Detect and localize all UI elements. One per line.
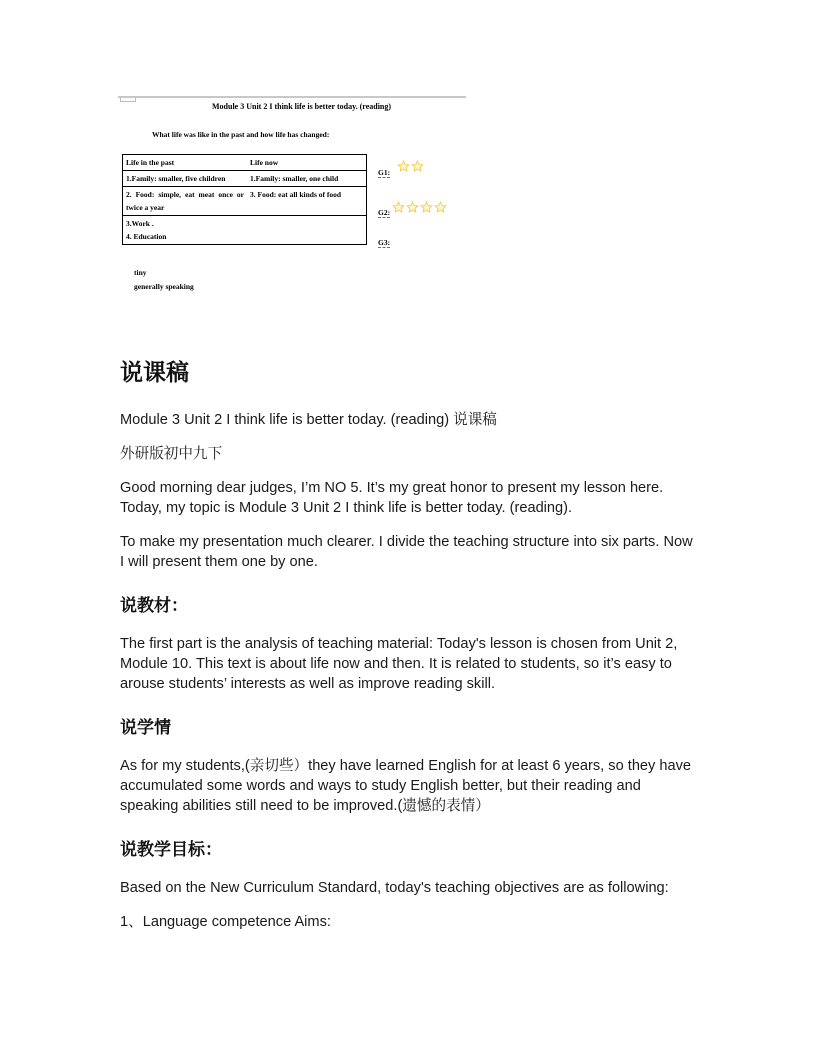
document-body <box>120 356 700 946</box>
board-title: Module 3 Unit 2 I think life is better today. (reading) <box>212 102 392 111</box>
table-header-row <box>123 155 367 171</box>
section-heading-objectives: 说教学目标： <box>120 840 222 860</box>
comparison-table <box>122 154 367 245</box>
image-top-border <box>118 96 466 98</box>
edition-line: 外研版初中九下 <box>120 446 223 462</box>
cell-past-food: 2. Food: simple, eat meat once or twice a year <box>123 187 248 216</box>
table-row <box>123 216 367 245</box>
section-heading-material: 说教材： <box>120 596 188 616</box>
group-stars-g2 <box>392 201 447 214</box>
star-icon <box>411 160 424 173</box>
page-title: 说课稿 <box>120 360 189 386</box>
cell-now-food: 3. Food: eat all kinds of food <box>247 187 367 216</box>
star-icon <box>392 201 405 214</box>
section-text-material: The first part is the analysis of teaching material: Today's lesson is chosen from Unit 2, Module 10. This text is about life now and then. It is related to students, so it’s easy to arouse students’ interests as well as improve reading skill. <box>120 636 678 692</box>
image-corner-mark <box>120 98 136 102</box>
star-icon <box>434 201 447 214</box>
cell-work-education: 3.Work . 4. Education <box>123 216 367 245</box>
lesson-subtitle: Module 3 Unit 2 I think life is better today. (reading) 说课稿 <box>120 412 497 428</box>
star-icon <box>406 201 419 214</box>
group-label-g3: G3: <box>378 238 391 247</box>
note-tiny: tiny <box>134 268 147 277</box>
group-label-g1: G1: <box>378 168 391 177</box>
header-life-past: Life in the past <box>123 155 248 171</box>
note-generally-speaking: generally speaking <box>134 282 194 291</box>
star-icon <box>420 201 433 214</box>
intro-paragraph-1: Good morning dear judges, I’m NO 5. It’s my great honor to present my lesson here. Today, my topic is Module 3 Unit 2 I think life is better today. (reading). <box>120 480 664 516</box>
board-design-image <box>118 94 468 294</box>
board-notes <box>134 266 194 294</box>
table-row <box>123 187 367 216</box>
section-heading-students: 说学情 <box>120 718 171 738</box>
header-life-now: Life now <box>247 155 367 171</box>
table-row <box>123 171 367 187</box>
cell-past-family: 1.Family: smaller, five children <box>123 171 248 187</box>
star-icon <box>397 160 410 173</box>
group-label-g2: G2: <box>378 208 391 217</box>
intro-paragraph-2: To make my presentation much clearer. I divide the teaching structure into six parts. Now I will present them one by one. <box>120 534 693 570</box>
objective-item-1: 1、Language competence Aims: <box>120 914 331 930</box>
section-text-students: As for my students,(亲切些）they have learned English for at least 6 years, so they have accumulated some words and ways to study English better, but their reading and speaking abilities still need to be improved.(遗憾的表情） <box>120 758 692 814</box>
board-question: What life was like in the past and how life has changed: <box>152 130 330 139</box>
section-text-objectives: Based on the New Curriculum Standard, today's teaching objectives are as following: <box>120 880 669 896</box>
group-stars-g1 <box>397 160 424 173</box>
cell-now-family: 1.Family: smaller, one child <box>247 171 367 187</box>
